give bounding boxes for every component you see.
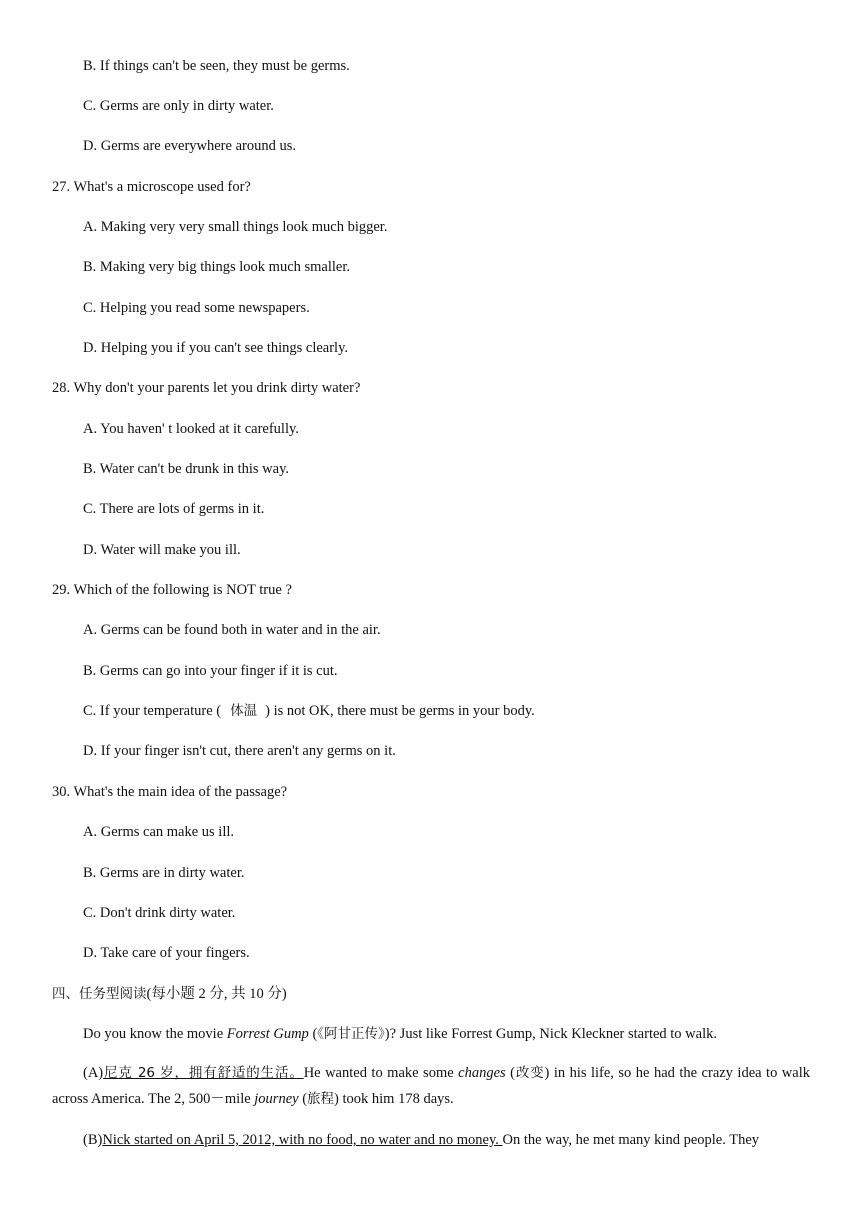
passage-paragraph-1 xyxy=(83,1025,717,1043)
q27-option-a: A. Making very very small things look much bigger. xyxy=(83,219,388,235)
p1-text-b: ( xyxy=(308,1026,318,1042)
q30-stem: 30. What's the main idea of the passage? xyxy=(52,784,288,800)
p2-word-journey: journey xyxy=(254,1091,299,1107)
p2-underlined-sentence: 尼克 26 岁，拥有舒适的生活。 xyxy=(103,1065,304,1081)
q29-option-c-prefix: C. If your temperature ( xyxy=(83,703,222,719)
p2-text-b: ( xyxy=(505,1065,515,1081)
p2-text-a: He wanted to make some xyxy=(303,1065,459,1081)
q26-option-d: D. Germs are everywhere around us. xyxy=(83,138,296,154)
q27-option-d: D. Helping you if you can't see things clearly. xyxy=(83,340,349,356)
q28-option-b: B. Water can't be drunk in this way. xyxy=(83,461,290,477)
passage-paragraph-2 xyxy=(52,1060,810,1112)
p2-word-changes-cn: 改变 xyxy=(514,1065,545,1081)
q26-option-c: C. Germs are only in dirty water. xyxy=(83,98,274,114)
p1-text-a: Do you know the movie xyxy=(83,1026,227,1042)
q30-option-a: A. Germs can make us ill. xyxy=(83,824,235,840)
q27-option-b: B. Making very big things look much smaller. xyxy=(83,259,351,275)
p2-label: (A) xyxy=(83,1065,104,1081)
p1-movie-title: Forrest Gump xyxy=(226,1026,309,1042)
q29-option-a: A. Germs can be found both in water and in the air. xyxy=(83,622,381,638)
p2-word-changes: changes xyxy=(458,1065,506,1081)
q27-stem: 27. What's a microscope used for? xyxy=(52,179,251,195)
q28-option-d: D. Water will make you ill. xyxy=(83,542,241,558)
q28-stem: 28. Why don't your parents let you drink dirty water? xyxy=(52,380,361,396)
section-4-heading-cn: 四、任务型阅读 xyxy=(52,986,147,1002)
q30-option-c: C. Don't drink dirty water. xyxy=(83,905,236,921)
p3-label: (B) xyxy=(83,1132,103,1148)
q29-option-d: D. If your finger isn't cut, there aren't any germs on it. xyxy=(83,743,396,759)
p2-word-journey-cn: 旅程 xyxy=(307,1091,335,1107)
q30-option-b: B. Germs are in dirty water. xyxy=(83,865,245,881)
q27-option-c: C. Helping you read some newspapers. xyxy=(83,300,310,316)
p2-text-e: ) took him 178 days. xyxy=(334,1091,454,1107)
q28-option-a: A. You haven' t looked at it carefully. xyxy=(83,421,299,437)
p1-text-c: )? Just like Forrest Gump, Nick Kleckner started to walk. xyxy=(384,1026,717,1042)
q28-option-c: C. There are lots of germs in it. xyxy=(83,501,265,517)
section-4-heading-score: (每小题 2 分, 共 10 分) xyxy=(146,986,287,1002)
q29-option-b: B. Germs can go into your finger if it is cut. xyxy=(83,663,338,679)
p2-text-d: ( xyxy=(298,1091,308,1107)
passage-paragraph-3 xyxy=(83,1131,759,1149)
q29-option-c-chinese: 体温 xyxy=(230,703,258,719)
section-4-heading xyxy=(52,985,287,1003)
q29-option-c-suffix: ) is not OK, there must be germs in your body. xyxy=(265,703,535,719)
p2-text-c: ) in his life, so he had the crazy idea to walk across America. The 2, 500－mile xyxy=(52,1065,810,1107)
q29-stem: 29. Which of the following is NOT true ? xyxy=(52,582,292,598)
q30-option-d: D. Take care of your fingers. xyxy=(83,945,250,961)
q26-option-b: B. If things can't be seen, they must be germs. xyxy=(83,58,350,74)
p3-text-rest: On the way, he met many kind people. They xyxy=(502,1132,760,1148)
p3-underlined-sentence: Nick started on April 5, 2012, with no food, no water and no money. xyxy=(102,1132,503,1148)
p1-movie-title-cn: 《阿甘正传》 xyxy=(317,1026,385,1042)
q29-option-c xyxy=(83,702,535,720)
